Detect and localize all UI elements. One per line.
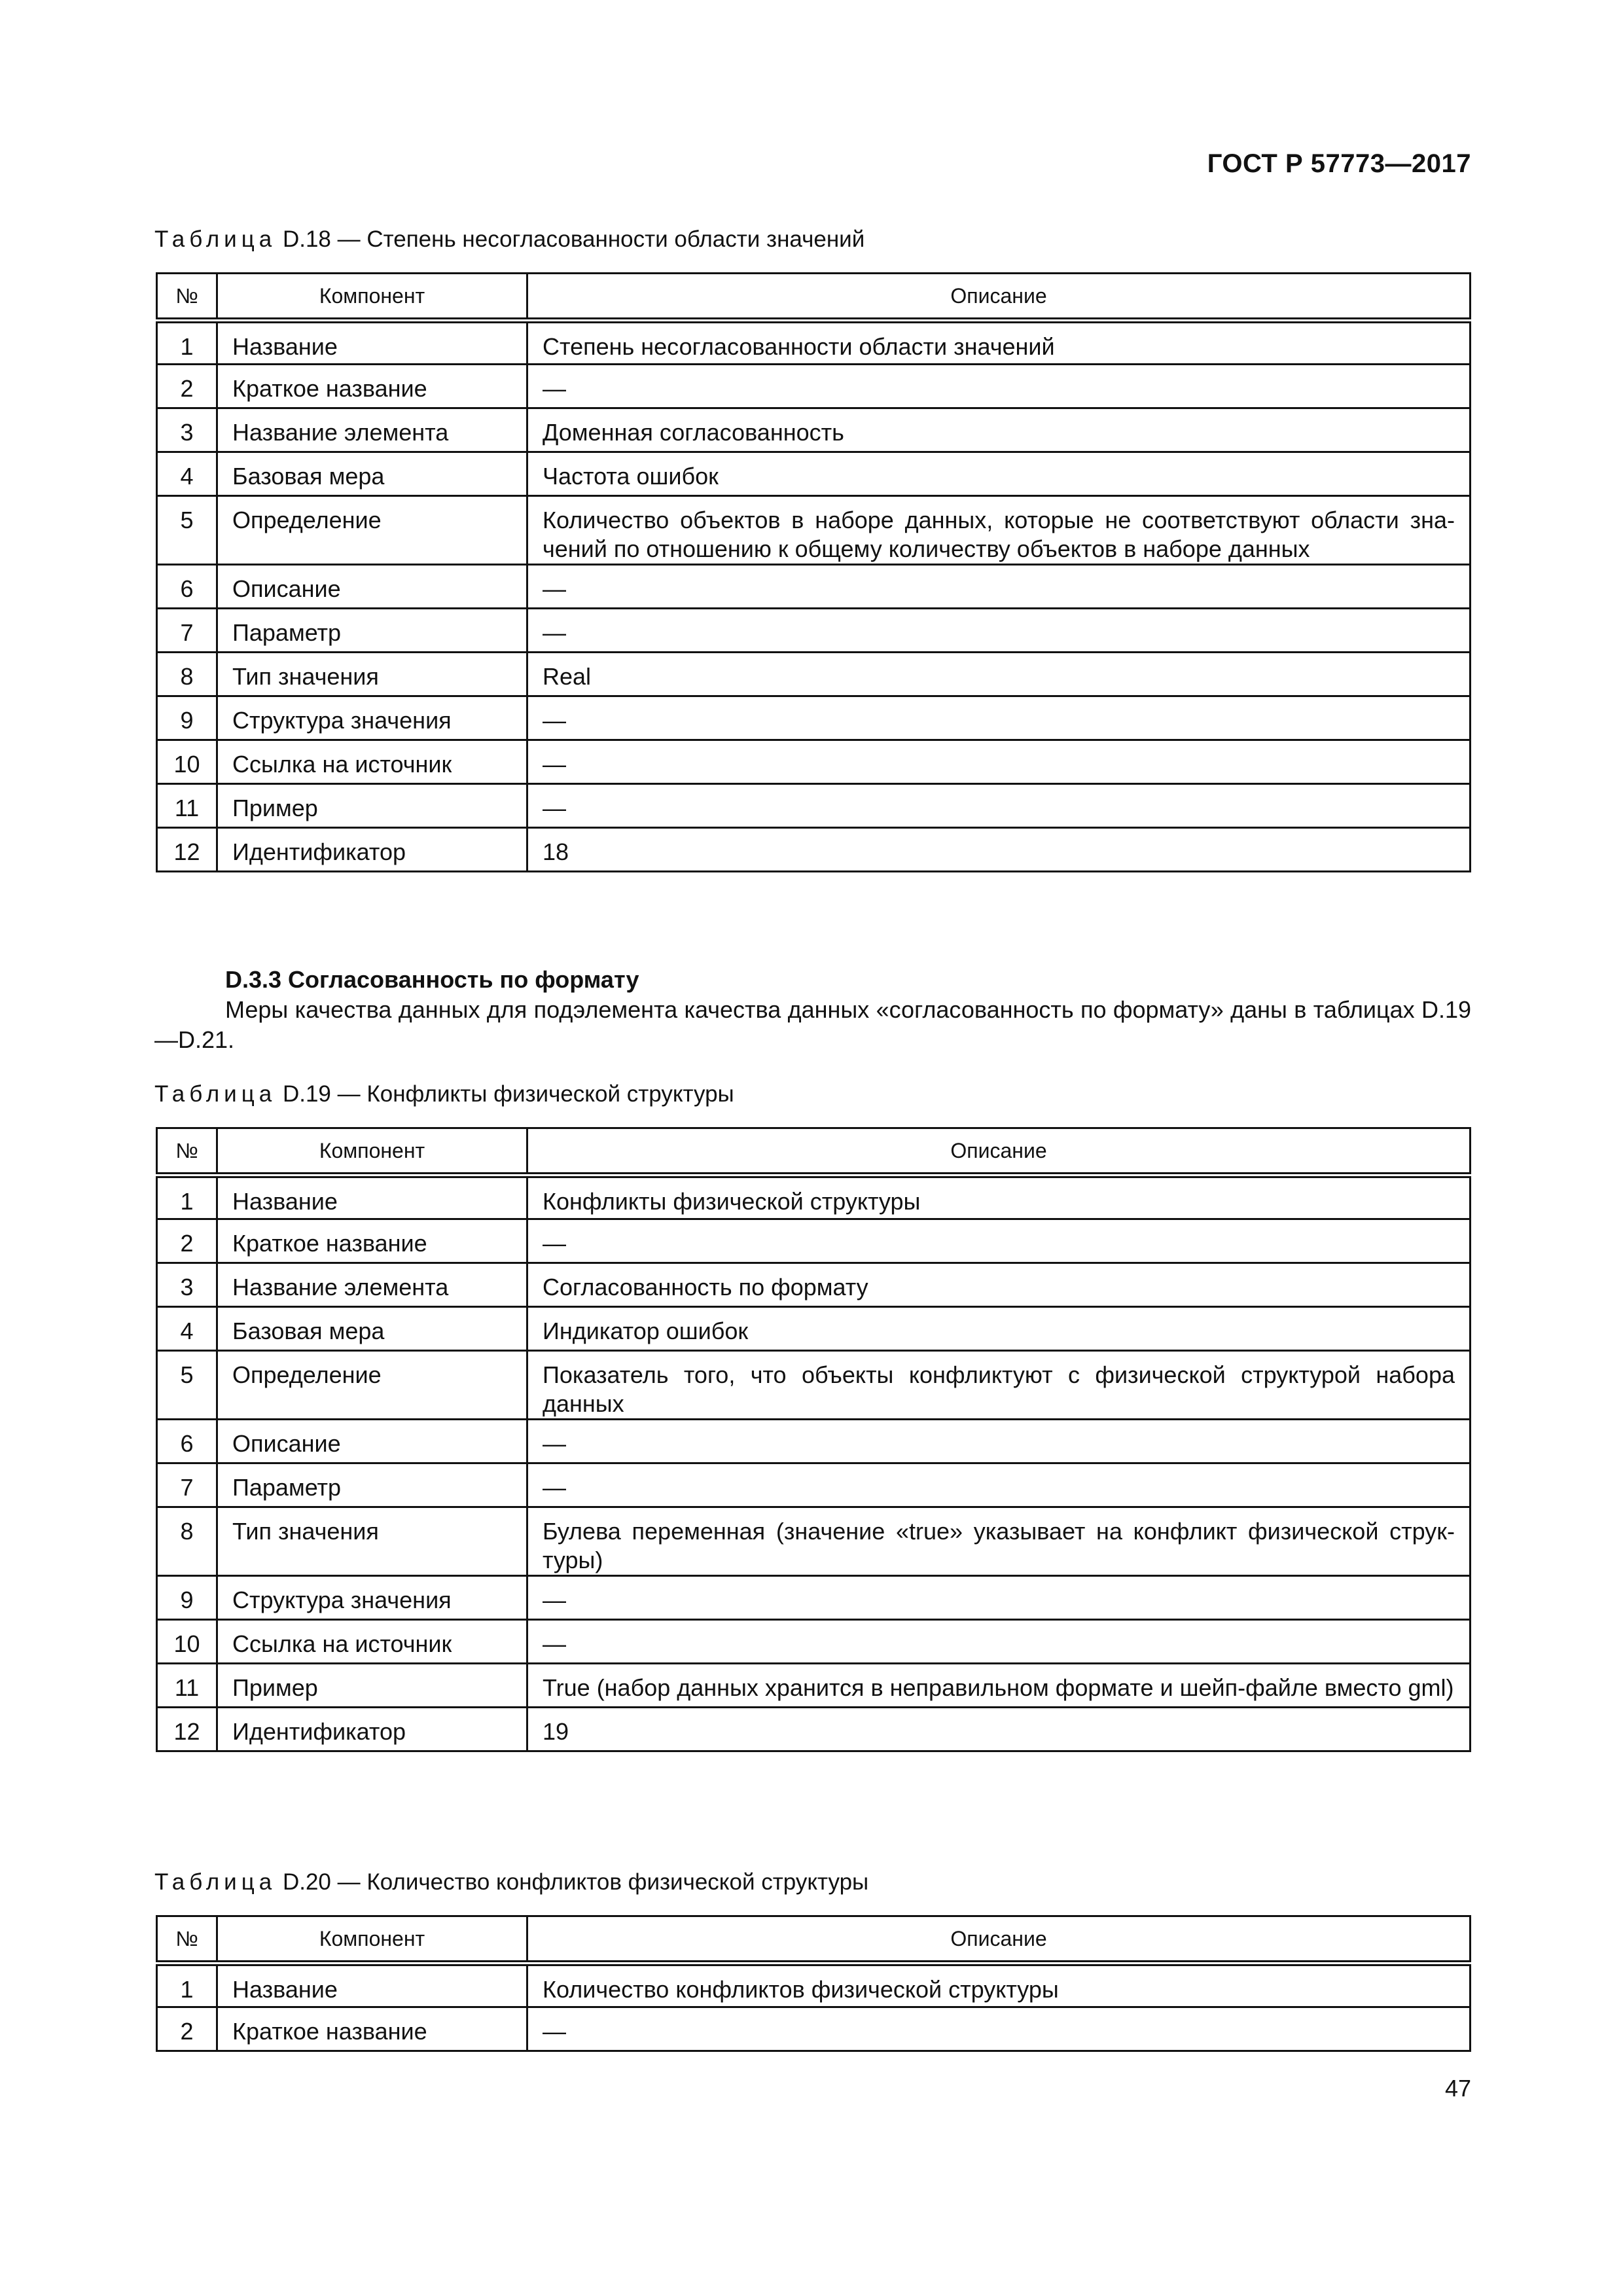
row-description: 19 <box>527 1708 1471 1751</box>
row-component: Описание <box>217 565 527 609</box>
row-description: — <box>527 1620 1471 1664</box>
row-component: Описание <box>217 1420 527 1463</box>
row-description: — <box>527 784 1471 828</box>
row-description: Количество конфликтов физической структуры <box>527 1964 1471 2007</box>
table-caption-text: D.18 — Степень несогласованности области значений <box>282 226 865 252</box>
row-component: Название <box>217 1964 527 2007</box>
row-description: — <box>527 1420 1471 1463</box>
row-component: Краткое название <box>217 1219 527 1263</box>
row-number: 3 <box>157 408 217 452</box>
table-row <box>157 828 1471 872</box>
table-row <box>157 1708 1471 1751</box>
row-description: Конфликты физической структуры <box>527 1175 1471 1219</box>
row-description: Индикатор ошибок <box>527 1307 1471 1351</box>
header-component: Компонент <box>217 1916 527 1964</box>
table-row <box>157 1420 1471 1463</box>
row-description: 18 <box>527 828 1471 872</box>
row-description: True (набор данных хранится в неправильном формате и шейп-файле вместо gml) <box>527 1664 1471 1708</box>
header-description: Описание <box>527 1916 1471 1964</box>
row-number: 4 <box>157 1307 217 1351</box>
row-component: Краткое название <box>217 365 527 408</box>
row-number: 1 <box>157 321 217 365</box>
header-component: Компонент <box>217 1128 527 1175</box>
row-number: 5 <box>157 1351 217 1420</box>
row-number: 3 <box>157 1263 217 1307</box>
row-component: Параметр <box>217 1463 527 1507</box>
row-component: Определение <box>217 496 527 565</box>
table-row <box>157 321 1471 365</box>
row-description: Показатель того, что объекты конфликтуют с физической структурой набора данных <box>527 1351 1471 1420</box>
row-description: Степень несогласованности области значений <box>527 321 1471 365</box>
table-d20 <box>156 1915 1471 2052</box>
row-number: 12 <box>157 1708 217 1751</box>
row-number: 4 <box>157 452 217 496</box>
row-number: 8 <box>157 653 217 696</box>
row-component: Структура значения <box>217 696 527 740</box>
table-caption-text: D.20 — Количество конфликтов физической структуры <box>282 1869 869 1895</box>
table-header-row <box>157 1128 1471 1175</box>
row-description: Согласованность по формату <box>527 1263 1471 1307</box>
table-row <box>157 565 1471 609</box>
table-row <box>157 696 1471 740</box>
table-caption-d18 <box>154 226 865 253</box>
header-num: № <box>157 1916 217 1964</box>
row-component: Название <box>217 1175 527 1219</box>
row-description: — <box>527 609 1471 653</box>
page-number: 47 <box>1444 2075 1471 2102</box>
row-component: Структура значения <box>217 1576 527 1620</box>
row-component: Пример <box>217 784 527 828</box>
table-word: Таблица <box>154 1081 277 1107</box>
table-row <box>157 1576 1471 1620</box>
header-description: Описание <box>527 274 1471 321</box>
row-number: 7 <box>157 609 217 653</box>
row-description: — <box>527 1463 1471 1507</box>
table-d18 <box>156 272 1471 872</box>
row-number: 2 <box>157 1219 217 1263</box>
row-component: Тип значения <box>217 653 527 696</box>
row-description: — <box>527 1219 1471 1263</box>
row-number: 9 <box>157 696 217 740</box>
row-description: — <box>527 365 1471 408</box>
row-description: — <box>527 696 1471 740</box>
header-num: № <box>157 274 217 321</box>
row-description: — <box>527 2007 1471 2051</box>
table-row <box>157 1175 1471 1219</box>
header-num: № <box>157 1128 217 1175</box>
table-row <box>157 1219 1471 1263</box>
row-description: — <box>527 565 1471 609</box>
table-row <box>157 740 1471 784</box>
table-row <box>157 1620 1471 1664</box>
row-number: 5 <box>157 496 217 565</box>
row-number: 12 <box>157 828 217 872</box>
row-component: Пример <box>217 1664 527 1708</box>
table-row <box>157 452 1471 496</box>
row-number: 10 <box>157 1620 217 1664</box>
section-paragraph: Меры качества данных для подэлемента качества данных «согласованность по формату» даны в таблицах D.19—D.21. <box>154 996 1471 1053</box>
row-number: 1 <box>157 1175 217 1219</box>
row-component: Базовая мера <box>217 1307 527 1351</box>
table-row <box>157 609 1471 653</box>
table-row <box>157 1351 1471 1420</box>
row-description: Булева переменная (значение «true» указывает на конфликт физической струк-туры) <box>527 1507 1471 1576</box>
header-component: Компонент <box>217 274 527 321</box>
row-number: 10 <box>157 740 217 784</box>
row-component: Определение <box>217 1351 527 1420</box>
table-caption-d20 <box>154 1869 868 1895</box>
table-row <box>157 2007 1471 2051</box>
row-component: Краткое название <box>217 2007 527 2051</box>
document-code: ГОСТ Р 57773—2017 <box>1207 149 1471 178</box>
table-caption-d19 <box>154 1081 734 1107</box>
table-row <box>157 496 1471 565</box>
row-number: 11 <box>157 1664 217 1708</box>
row-number: 6 <box>157 1420 217 1463</box>
row-number: 9 <box>157 1576 217 1620</box>
row-component: Идентификатор <box>217 828 527 872</box>
row-component: Название элемента <box>217 1263 527 1307</box>
table-row <box>157 1463 1471 1507</box>
header-description: Описание <box>527 1128 1471 1175</box>
row-number: 1 <box>157 1964 217 2007</box>
row-component: Идентификатор <box>217 1708 527 1751</box>
row-component: Параметр <box>217 609 527 653</box>
table-row <box>157 1307 1471 1351</box>
table-row <box>157 408 1471 452</box>
row-number: 7 <box>157 1463 217 1507</box>
row-number: 6 <box>157 565 217 609</box>
section-heading: D.3.3 Согласованность по формату <box>225 966 639 993</box>
table-row <box>157 1263 1471 1307</box>
row-component: Ссылка на источник <box>217 740 527 784</box>
table-d19 <box>156 1127 1471 1752</box>
row-number: 2 <box>157 2007 217 2051</box>
row-component: Название <box>217 321 527 365</box>
table-row <box>157 653 1471 696</box>
row-number: 11 <box>157 784 217 828</box>
row-description: Количество объектов в наборе данных, которые не соответствуют области зна-чений по отношению к общему количеству объектов в наборе данных <box>527 496 1471 565</box>
table-row <box>157 1664 1471 1708</box>
row-description: — <box>527 740 1471 784</box>
table-word: Таблица <box>154 1869 277 1895</box>
table-word: Таблица <box>154 226 277 252</box>
row-component: Базовая мера <box>217 452 527 496</box>
row-component: Тип значения <box>217 1507 527 1576</box>
row-description: Частота ошибок <box>527 452 1471 496</box>
row-description: Real <box>527 653 1471 696</box>
table-caption-text: D.19 — Конфликты физической структуры <box>282 1081 734 1107</box>
table-row <box>157 365 1471 408</box>
row-description: — <box>527 1576 1471 1620</box>
row-description: Доменная согласованность <box>527 408 1471 452</box>
row-component: Название элемента <box>217 408 527 452</box>
table-header-row <box>157 1916 1471 1964</box>
table-row <box>157 784 1471 828</box>
table-row <box>157 1507 1471 1576</box>
row-number: 2 <box>157 365 217 408</box>
table-row <box>157 1964 1471 2007</box>
row-component: Ссылка на источник <box>217 1620 527 1664</box>
table-header-row <box>157 274 1471 321</box>
row-number: 8 <box>157 1507 217 1576</box>
